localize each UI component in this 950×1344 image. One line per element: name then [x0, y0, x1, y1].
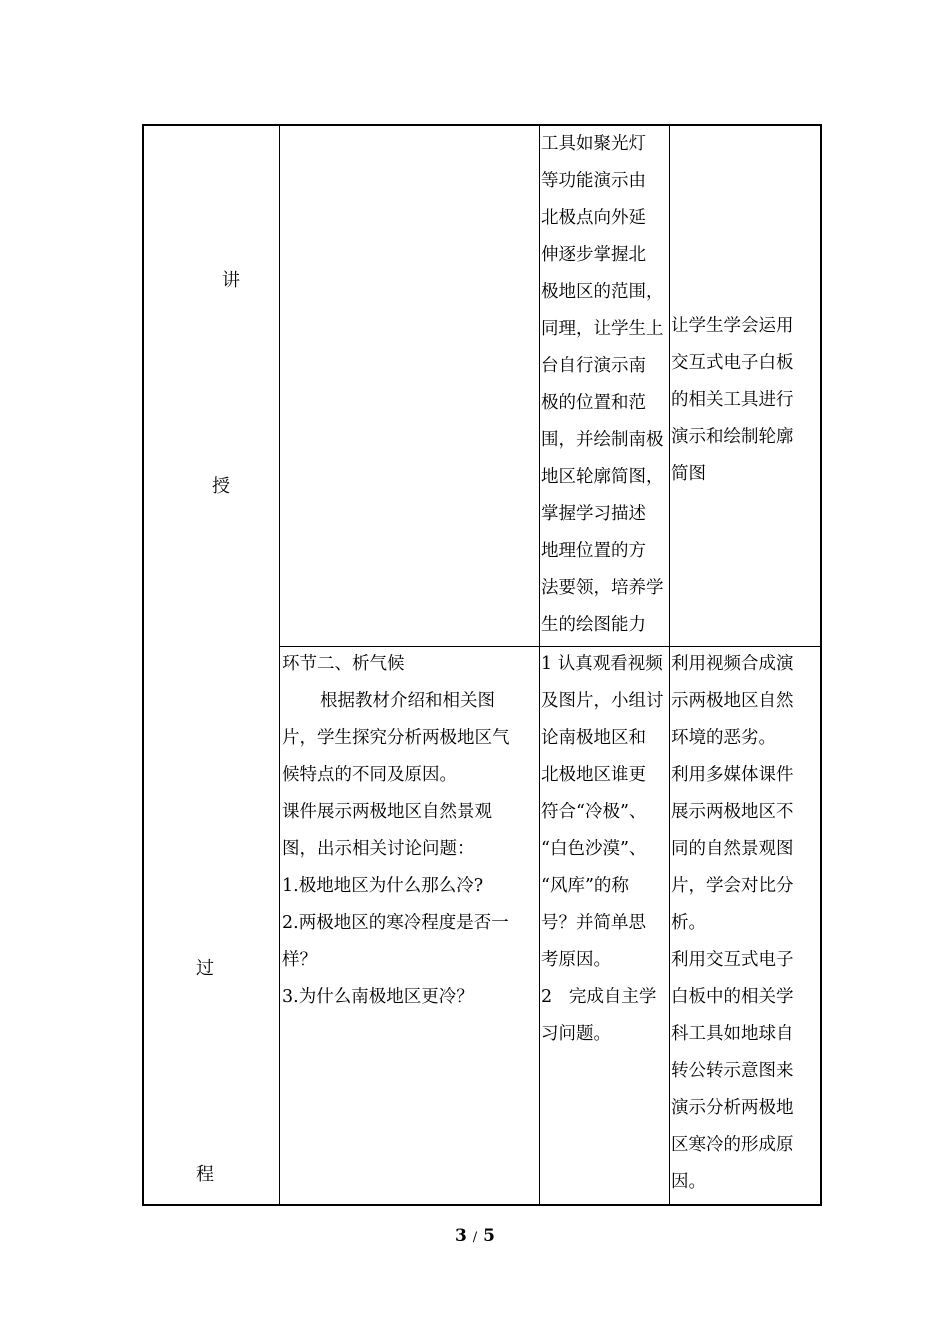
- text-line: 伸逐步掌握北: [541, 245, 646, 265]
- row1-student-activity-cell: [541, 126, 669, 644]
- text-line: 片，学会对比分: [671, 876, 794, 896]
- question-3: 3.为什么南极地区更冷？: [282, 987, 474, 1007]
- text-line: 论南极地区和: [541, 728, 646, 748]
- text-line: 符合“冷极”、: [541, 802, 647, 822]
- stage-char-4: 程: [196, 1164, 214, 1185]
- total-pages: 5: [483, 1226, 495, 1246]
- text-line: 同理，让学生上: [541, 319, 664, 339]
- text-line: 环境的恶劣。: [671, 728, 776, 748]
- column-divider: [539, 126, 540, 1204]
- text-line: 习问题。: [541, 1024, 611, 1044]
- text-line: 片，学生探究分析两极地区气: [282, 728, 510, 748]
- column-divider: [279, 126, 280, 1204]
- text-line: 同的自然景观图: [671, 839, 794, 859]
- text-line: 课件展示两极地区自然景观: [282, 802, 492, 822]
- text-line: 根据教材介绍和相关图: [320, 691, 495, 711]
- text-line: 白板中的相关学: [671, 987, 794, 1007]
- text-line: 演示和绘制轮廓: [671, 427, 794, 447]
- text-line: 候特点的不同及原因。: [282, 765, 457, 785]
- text-line: 让学生学会运用: [671, 316, 794, 336]
- text-line: 利用视频合成演: [671, 654, 794, 674]
- text-line: 交互式电子白板: [671, 353, 794, 373]
- text-line: 2 完成自主学: [541, 987, 657, 1007]
- text-line: 图，出示相关讨论问题：: [282, 839, 475, 859]
- text-line: 利用交互式电子: [671, 950, 794, 970]
- text-line: 号？并简单思: [541, 913, 646, 933]
- text-line: 极地区的范围，: [541, 282, 664, 302]
- text-line: “风库”的称: [541, 876, 629, 896]
- text-line: 地理位置的方: [541, 541, 646, 561]
- text-line: 工具如聚光灯: [541, 134, 646, 154]
- text-line: 地区轮廓简图，: [541, 467, 664, 487]
- text-line: 样？: [282, 950, 317, 970]
- question-1: 1.极地地区为什么那么冷?: [282, 876, 484, 896]
- lesson-plan-table: [142, 124, 822, 1206]
- row2-student-activity-cell: [541, 646, 669, 1053]
- text-line: 示两极地区自然: [671, 691, 794, 711]
- text-line: 及图片，小组讨: [541, 691, 664, 711]
- text-line: 利用多媒体课件: [671, 765, 794, 785]
- text-line: 1 认真观看视频: [541, 654, 663, 674]
- stage-char-2: 授: [212, 476, 230, 497]
- text-line: 演示分析两极地: [671, 1098, 794, 1118]
- text-line: 法要领，培养学: [541, 578, 664, 598]
- text-line: 展示两极地区不: [671, 802, 794, 822]
- text-line: 因。: [671, 1172, 706, 1192]
- text-line: 区寒冷的形成原: [671, 1135, 794, 1155]
- text-line: 极的位置和范: [541, 393, 646, 413]
- text-line: 等功能演示由: [541, 171, 646, 191]
- text-line: 围，并绘制南极: [541, 430, 664, 450]
- row2-content-cell: [282, 646, 538, 1016]
- text-line: 台自行演示南: [541, 356, 646, 376]
- text-line: 考原因。: [541, 950, 611, 970]
- text-line: 简图: [671, 464, 706, 484]
- text-line: 掌握学习描述: [541, 504, 646, 524]
- text-line: “白色沙漠”、: [541, 839, 647, 859]
- column-divider: [669, 126, 670, 1204]
- text-line: 生的绘图能力: [541, 615, 646, 635]
- stage-char-3: 过: [196, 958, 214, 979]
- current-page: 3: [455, 1226, 467, 1246]
- text-line: 的相关工具进行: [671, 390, 794, 410]
- text-line: 北极点向外延: [541, 208, 646, 228]
- text-line: 科工具如地球自: [671, 1024, 794, 1044]
- text-line: 析。: [671, 913, 706, 933]
- page-separator: /: [472, 1230, 478, 1245]
- text-line: 转公转示意图来: [671, 1061, 794, 1081]
- section-heading: 环节二、析气候: [282, 654, 405, 674]
- question-2: 2.两极地区的寒冷程度是否一: [282, 913, 509, 933]
- text-line: 北极地区谁更: [541, 765, 646, 785]
- row2-design-intent-cell: [671, 646, 821, 1201]
- page-number: [0, 1226, 950, 1246]
- stage-char-1: 讲: [222, 270, 240, 291]
- row1-design-intent-cell: [671, 308, 821, 493]
